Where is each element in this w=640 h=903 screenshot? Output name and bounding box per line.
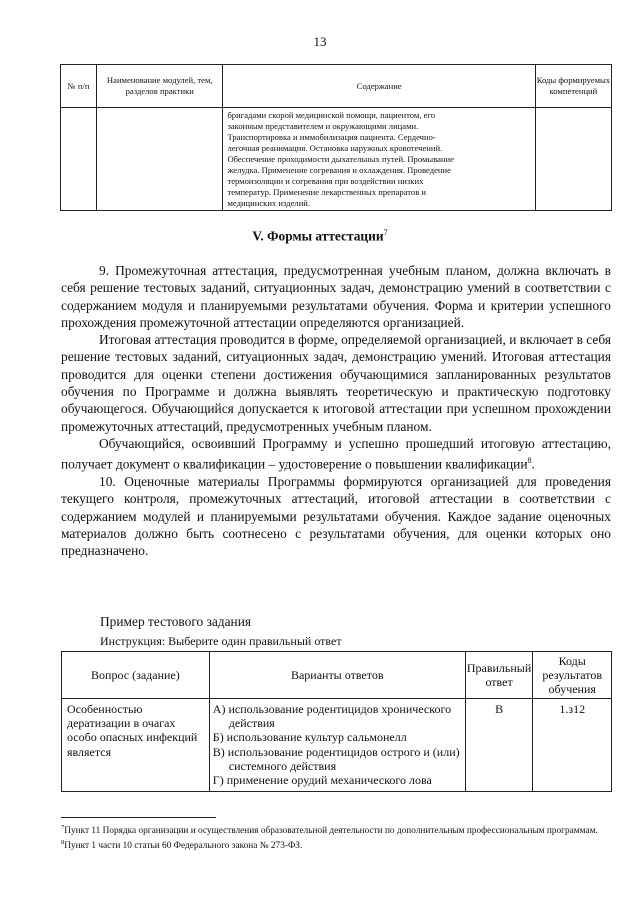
header-result-codes: Коды результатов обучения <box>533 652 612 699</box>
page-number: 13 <box>313 34 327 49</box>
paragraph-9: 9. Промежуточная аттестация, предусмотренная учебным планом, должна включать в себя решение тестовых заданий, ситуационных задач, демонстрацию умений в соответствии с содержанием модуля и планируемыми результатами обучения. Форма и критерии успешного прохождения промежуточной аттестации определяются организацией. <box>61 263 611 330</box>
answer-option-d: Г) применение орудий механического лова <box>212 773 432 788</box>
table-row <box>61 108 612 211</box>
footnote-8-text: Пункт 1 части 10 статьи 60 Федерального закона № 273-ФЗ. <box>64 841 303 852</box>
answers-cell <box>209 699 465 792</box>
paragraph-final-attestation: Итоговая аттестация проводится в форме, определяемой организацией, и включает в себя решение тестовых заданий, ситуационных задач, демонстрацию умений. Итоговая аттестация проводится для оценки степени достижения обучающимися запланированных результатов обучения по Программе и должна выявлять теоретическую и практическую подготовку обучающегося. Обучающийся допускается к итоговой аттестации при успешном прохождении промежуточных аттестаций, предусмотренных учебным планом. <box>61 332 611 434</box>
content-line: температур. Применение лекарственных препаратов и <box>227 187 427 197</box>
footnote-8 <box>61 837 612 852</box>
content-line: законным представителем и окружающими лицами. <box>227 121 419 131</box>
instruction: Инструкция: Выберите один правильный ответ <box>100 634 342 648</box>
row-name-cell <box>97 108 223 211</box>
content-line: легочная реанимация. Остановка наружных кровотечений. <box>227 143 443 153</box>
correct-answer-cell: В <box>465 699 533 792</box>
paragraph-qualification-text: Обучающийся, освоивший Программу и успешно прошедший итоговую аттестацию, получает документ о квалификации – удостоверение о повышении квалификации <box>61 435 611 472</box>
body-text <box>61 262 611 560</box>
footnote-ref-8: 8 <box>527 456 532 466</box>
row-codes-cell <box>535 108 611 211</box>
content-line: Транспортировка и иммобилизация пациента. Сердечно- <box>227 132 436 142</box>
answer-option-c: В) использование родентицидов острого и (или) системного действия <box>212 744 460 773</box>
paragraph-qualification-end: . <box>531 456 535 472</box>
paragraph-10: 10. Оценочные материалы Программы формируются организацией для проведения текущего контроля, промежуточных аттестаций, итоговой аттестации в соответствии с содержанием модулей и планируемыми результатами обучения. Каждое задание оценочных материалов должно быть соотнесено с результатами обучения, для оценки которых оно предназначено. <box>61 474 611 559</box>
footnotes <box>61 822 612 852</box>
test-table <box>61 651 612 792</box>
content-line: Обеспечение проходимости дыхательных путей. Промывание <box>227 154 454 164</box>
modules-table <box>60 64 612 211</box>
header-num: № п/п <box>61 65 97 108</box>
footnote-7-marker: 7 <box>61 824 65 831</box>
header-module-name: Наименование модулей, тем, разделов практики <box>97 65 223 108</box>
modules-table-header-row <box>61 65 612 108</box>
answer-option-b: Б) использование культур сальмонелл <box>212 730 407 745</box>
table-row <box>62 699 612 792</box>
header-correct-answer: Правильный ответ <box>465 652 533 699</box>
row-content-cell <box>223 108 535 211</box>
example-title: Пример тестового задания <box>100 614 252 629</box>
test-table-header-row <box>62 652 612 699</box>
header-competence-codes: Коды формируемых компетенций <box>535 65 611 108</box>
content-line: термоизоляции и согревания при воздействии низких <box>227 176 424 186</box>
header-question: Вопрос (задание) <box>62 652 210 699</box>
footnote-divider <box>61 817 216 818</box>
header-content: Содержание <box>223 65 535 108</box>
section-heading <box>0 228 640 244</box>
result-code-cell: 1.з12 <box>533 699 612 792</box>
footnote-ref-7: 7 <box>383 228 388 237</box>
footnote-7-text: Пункт 11 Порядка организации и осуществления образовательной деятельности по дополнительным профессиональным программам. <box>64 826 598 837</box>
content-line: бригадами скорой медицинской помощи, пациентом, его <box>227 110 436 120</box>
content-line: желудка. Применение согревания и охлаждения. Проведение <box>227 165 451 175</box>
content-line: медицинских изделий. <box>227 198 311 208</box>
header-answers: Варианты ответов <box>209 652 465 699</box>
row-num-cell <box>61 108 97 211</box>
section-title: V. Формы аттестации <box>252 228 384 244</box>
question-cell: Особенностью дератизации в очагах особо опасных инфекций является <box>62 699 210 792</box>
footnote-7 <box>61 822 612 837</box>
paragraph-qualification <box>61 435 611 473</box>
answer-option-a: А) использование родентицидов хронического действия <box>212 702 452 731</box>
footnote-8-marker: 8 <box>61 839 65 847</box>
